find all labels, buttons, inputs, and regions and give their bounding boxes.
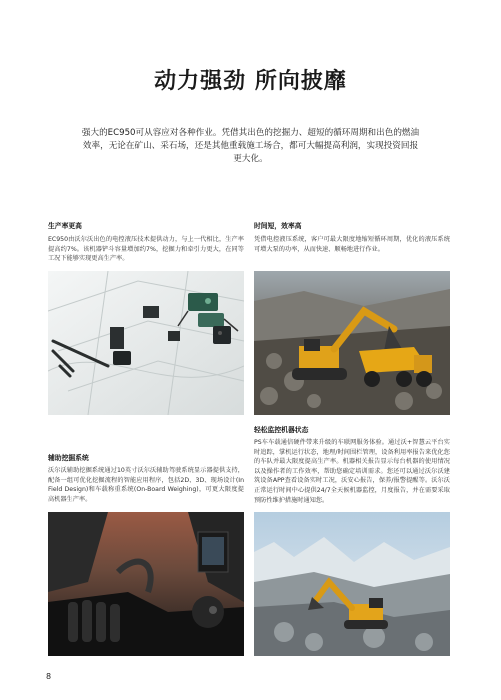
intro-paragraph: 强大的EC950可从容应对各种作业。凭借其出色的挖掘力、超短的循环周期和出色的燃油效率，无论在矿山、采石场，还是其他重载施工场合，都可大幅提高利润，实现投资回报更大化。 <box>81 128 420 164</box>
operator-cab-photo <box>48 512 244 656</box>
cycle-heading: 时间短，效率高 <box>254 222 302 230</box>
monitor-heading: 轻松监控机器状态 <box>254 426 309 434</box>
page-number: 8 <box>46 672 52 681</box>
excavator-loading-image <box>254 271 450 415</box>
monitor-text: PS车车载通信硬件带来升级的车联网服务体验。通过沃+智慧云平台实时追踪，掌机运行状态，地理/时间围栏管理，设备利用率报告来优化您的车队并最大限度提高生产率。机器相关报告显示每台机器的使用情况以及操作者的工作效率，帮助您确定培训需求。您还可以通过沃尔沃建筑设备APP查看设备实时工况，沃安心报告，保养/报警提醒等。沃尔沃正常运行时间中心提供24/7全天候机器监控，月度报告，并在需要采取预防性维护措施时通知您。 <box>254 439 450 504</box>
cycle-text: 凭借电控液压系统，客户可最大限度地缩短循环周期，优化的液压系统可增大泵的功率，从而快速、顺畅地进行作业。 <box>254 236 450 253</box>
hydraulic-components-image <box>48 271 244 415</box>
excavator-loading-photo <box>254 271 450 415</box>
quarry-excavator-photo <box>254 512 450 656</box>
assist-heading: 辅助挖掘系统 <box>48 454 89 462</box>
productivity-text: EC950由沃尔沃出色的电控液压技术提供动力，与上一代相比，生产率提高约7%。该机器铲斗容量增加约7%，挖掘力和牵引力更大，在同等工况下能够实现更高生产率。 <box>48 236 244 263</box>
hydraulic-illustration <box>48 271 244 415</box>
operator-cab-image <box>48 512 244 656</box>
quarry-excavator-image <box>254 512 450 656</box>
productivity-heading: 生产率更高 <box>48 222 82 230</box>
page-title: 动力强劲 所向披靡 <box>154 69 347 94</box>
assist-text: 沃尔沃辅助挖掘系统通过10英寸沃尔沃辅助驾驶系统显示器提供支持，配备一组可优化挖掘流程的智能应用程序，包括2D、3D、现场设计(In Field Design)和车载称重系统(On-Board Weighing)，可更大限度提高机器生产率。 <box>48 467 244 503</box>
